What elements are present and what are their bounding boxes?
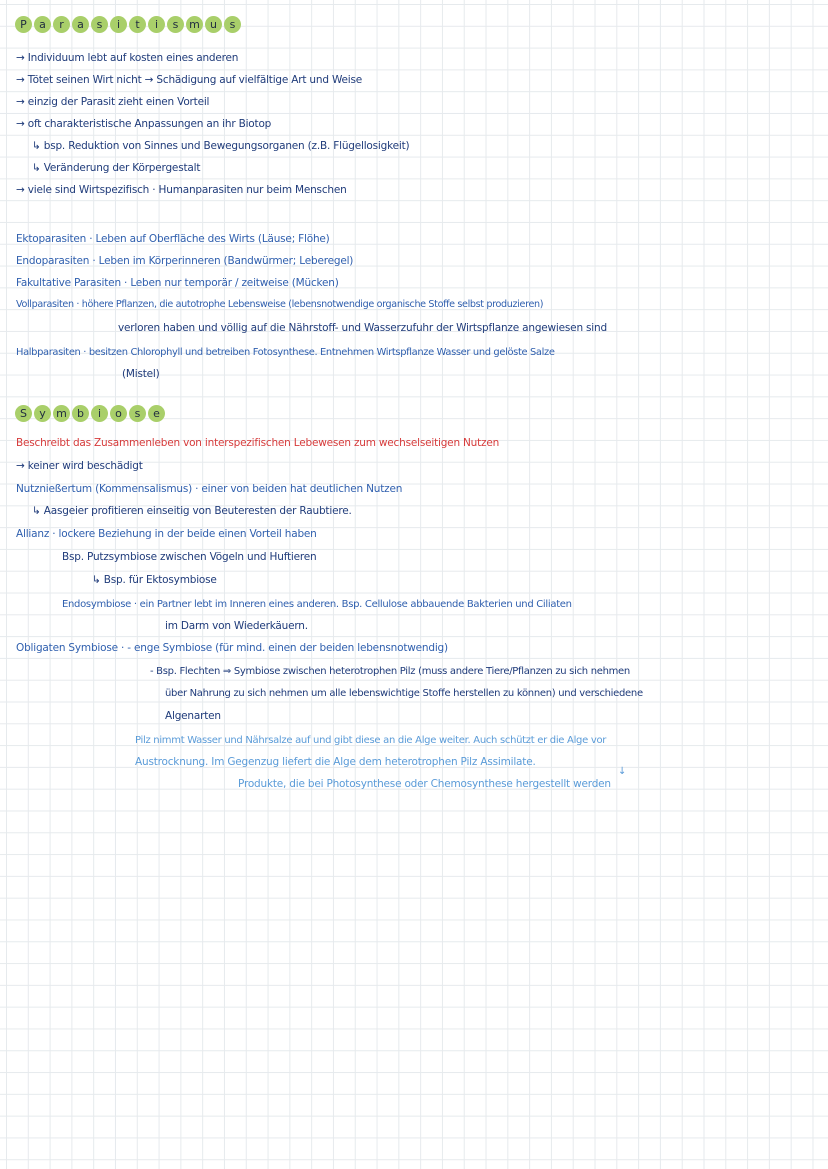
note-line: - Bsp. Flechten ⇒ Symbiose zwischen heterotrophen Pilz (muss andere Tiere/Pflanzen zu sich nehmen (150, 666, 630, 677)
note-line: (Mistel) (122, 368, 160, 380)
title-letter: m (186, 16, 203, 33)
title-letter: o (110, 405, 127, 422)
title-letter: i (148, 16, 165, 33)
title-letter: s (91, 16, 108, 33)
note-line: Algenarten (165, 710, 221, 722)
note-line: Austrocknung. Im Gegenzug liefert die Alge dem heterotrophen Pilz Assimilate. (135, 756, 536, 768)
note-line: Produkte, die bei Photosynthese oder Chemosynthese hergestellt werden (238, 778, 611, 790)
note-line: Vollparasiten · höhere Pflanzen, die autotrophe Lebensweise (lebensnotwendige organische Stoffe selbst produzieren) (16, 299, 544, 310)
note-line: Nutznießertum (Kommensalismus) · einer von beiden hat deutlichen Nutzen (16, 483, 403, 495)
note-line: → oft charakteristische Anpassungen an ihr Biotop (16, 118, 272, 130)
note-line: Endoparasiten · Leben im Körperinneren (Bandwürmer; Leberegel) (16, 255, 354, 267)
note-line: über Nahrung zu sich nehmen um alle lebenswichtige Stoffe herstellen zu können) und verschiedene (165, 688, 643, 699)
definition-line: Beschreibt das Zusammenleben von interspezifischen Lebewesen zum wechselseitigen Nutzen (16, 437, 500, 449)
note-line: ↳ bsp. Reduktion von Sinnes und Bewegungsorganen (z.B. Flügellosigkeit) (32, 140, 410, 152)
title-letter: e (148, 405, 165, 422)
note-line: ↳ Bsp. für Ektosymbiose (92, 574, 217, 586)
title-letter: a (34, 16, 51, 33)
title-letter: s (129, 405, 146, 422)
note-line: → Individuum lebt auf kosten eines anderen (16, 52, 239, 64)
title-letter: u (205, 16, 222, 33)
title-letter: r (53, 16, 70, 33)
title-letter: y (34, 405, 51, 422)
title-letter: i (110, 16, 127, 33)
note-line: Bsp. Putzsymbiose zwischen Vögeln und Huftieren (62, 551, 317, 563)
title-letter: a (72, 16, 89, 33)
note-line: Fakultative Parasiten · Leben nur temporär / zeitweise (Mücken) (16, 277, 339, 289)
note-line: → keiner wird beschädigt (16, 460, 143, 472)
note-line: Obligaten Symbiose · - enge Symbiose (für mind. einen der beiden lebensnotwendig) (16, 642, 448, 654)
note-line: Halbparasiten · besitzen Chlorophyll und betreiben Fotosynthese. Entnehmen Wirtspflanze Wasser und gelöste Salze (16, 347, 555, 358)
note-line: Pilz nimmt Wasser und Nährsalze auf und gibt diese an die Alge weiter. Auch schützt er die Alge vor (135, 735, 607, 746)
note-line: → einzig der Parasit zieht einen Vorteil (16, 96, 210, 108)
note-line: Endosymbiose · ein Partner lebt im Inneren eines anderen. Bsp. Cellulose abbauende Bakterien und Ciliaten (62, 599, 572, 610)
title-letter: S (15, 405, 32, 422)
note-line: im Darm von Wiederkäuern. (165, 620, 308, 632)
symbiose-title (15, 405, 165, 422)
title-letter: b (72, 405, 89, 422)
note-line: ↳ Veränderung der Körpergestalt (32, 162, 201, 174)
note-line: ↳ Aasgeier profitieren einseitig von Beuteresten der Raubtiere. (32, 505, 352, 517)
parasitismus-title (15, 16, 241, 33)
note-line: → viele sind Wirtspezifisch · Humanparasiten nur beim Menschen (16, 184, 347, 196)
title-letter: t (129, 16, 146, 33)
note-line: → Tötet seinen Wirt nicht → Schädigung auf vielfältige Art und Weise (16, 74, 363, 86)
title-letter: m (53, 405, 70, 422)
title-letter: P (15, 16, 32, 33)
note-line: verloren haben und völlig auf die Nährstoff- und Wasserzufuhr der Wirtspflanze angewiesen sind (118, 322, 607, 334)
note-line: Allianz · lockere Beziehung in der beide einen Vorteil haben (16, 528, 317, 540)
title-letter: s (167, 16, 184, 33)
arrow-down-icon: ↓ (618, 766, 627, 777)
note-line: Ektoparasiten · Leben auf Oberfläche des Wirts (Läuse; Flöhe) (16, 233, 330, 245)
title-letter: i (91, 405, 108, 422)
title-letter: s (224, 16, 241, 33)
